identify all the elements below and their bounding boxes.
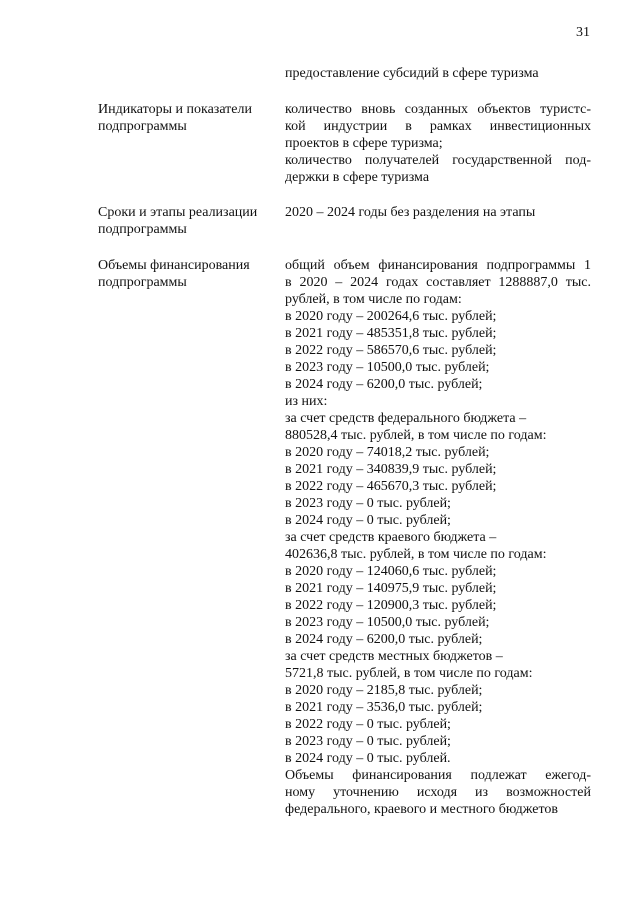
- indicators-text-line-1: кой индустрии в рамках инвестиционных: [285, 119, 591, 134]
- financing-text-line-17: 402636,8 тыс. рублей, в том числе по годам:: [285, 547, 547, 562]
- financing-text-line-8: из них:: [285, 394, 328, 409]
- financing-text-line-15: в 2024 году – 0 тыс. рублей;: [285, 513, 451, 528]
- terms-label-line-0: Сроки и этапы реализации: [98, 205, 258, 220]
- financing-text-line-9: за счет средств федерального бюджета –: [285, 411, 527, 426]
- financing-text-line-32: федерального, краевого и местного бюджетов: [285, 802, 559, 817]
- financing-label-line-0: Объемы финансирования: [98, 258, 250, 273]
- financing-text-line-4: в 2021 году – 485351,8 тыс. рублей;: [285, 326, 497, 341]
- financing-label-line-1: подпрограммы: [98, 275, 187, 290]
- page-number: 31: [576, 25, 590, 40]
- financing-text-line-30: Объемы финансирования подлежат ежегод-: [285, 768, 591, 783]
- financing-text-line-20: в 2022 году – 120900,3 тыс. рублей;: [285, 598, 497, 613]
- financing-text-line-24: 5721,8 тыс. рублей, в том числе по годам:: [285, 666, 533, 681]
- financing-text-line-2: рублей, в том числе по годам:: [285, 292, 462, 307]
- indicators-label-line-1: подпрограммы: [98, 119, 187, 134]
- financing-text-line-19: в 2021 году – 140975,9 тыс. рублей;: [285, 581, 497, 596]
- terms-text-line-0: 2020 – 2024 годы без разделения на этапы: [285, 205, 536, 220]
- financing-text-line-23: за счет средств местных бюджетов –: [285, 649, 503, 664]
- financing-text-line-11: в 2020 году – 74018,2 тыс. рублей;: [285, 445, 490, 460]
- top-right-line-0: предоставление субсидий в сфере туризма: [285, 66, 539, 81]
- financing-text-line-1: в 2020 – 2024 годах составляет 1288887,0 тыс.: [285, 275, 591, 290]
- financing-text-line-7: в 2024 году – 6200,0 тыс. рублей;: [285, 377, 483, 392]
- financing-text-line-6: в 2023 году – 10500,0 тыс. рублей;: [285, 360, 490, 375]
- financing-text-line-22: в 2024 году – 6200,0 тыс. рублей;: [285, 632, 483, 647]
- financing-text-line-31: ному уточнению исходя из возможностей: [285, 785, 591, 800]
- financing-text-line-5: в 2022 году – 586570,6 тыс. рублей;: [285, 343, 497, 358]
- indicators-text-line-0: количество вновь созданных объектов туристс-: [285, 102, 591, 117]
- indicators-text-line-3: количество получателей государственной под-: [285, 153, 591, 168]
- indicators-text-line-2: проектов в сфере туризма;: [285, 136, 443, 151]
- financing-text-line-21: в 2023 году – 10500,0 тыс. рублей;: [285, 615, 490, 630]
- financing-text-line-29: в 2024 году – 0 тыс. рублей.: [285, 751, 451, 766]
- financing-text-line-10: 880528,4 тыс. рублей, в том числе по годам:: [285, 428, 547, 443]
- financing-text-line-14: в 2023 году – 0 тыс. рублей;: [285, 496, 451, 511]
- financing-text-line-25: в 2020 году – 2185,8 тыс. рублей;: [285, 683, 483, 698]
- indicators-text-line-4: держки в сфере туризма: [285, 170, 430, 185]
- financing-text-line-13: в 2022 году – 465670,3 тыс. рублей;: [285, 479, 497, 494]
- indicators-label-line-0: Индикаторы и показатели: [98, 102, 252, 117]
- financing-text-line-28: в 2023 году – 0 тыс. рублей;: [285, 734, 451, 749]
- financing-text-line-27: в 2022 году – 0 тыс. рублей;: [285, 717, 451, 732]
- financing-text-line-0: общий объем финансирования подпрограммы 1: [285, 258, 591, 273]
- financing-text-line-16: за счет средств краевого бюджета –: [285, 530, 497, 545]
- financing-text-line-18: в 2020 году – 124060,6 тыс. рублей;: [285, 564, 497, 579]
- financing-text-line-3: в 2020 году – 200264,6 тыс. рублей;: [285, 309, 497, 324]
- financing-text-line-12: в 2021 году – 340839,9 тыс. рублей;: [285, 462, 497, 477]
- terms-label-line-1: подпрограммы: [98, 222, 187, 237]
- financing-text-line-26: в 2021 году – 3536,0 тыс. рублей;: [285, 700, 483, 715]
